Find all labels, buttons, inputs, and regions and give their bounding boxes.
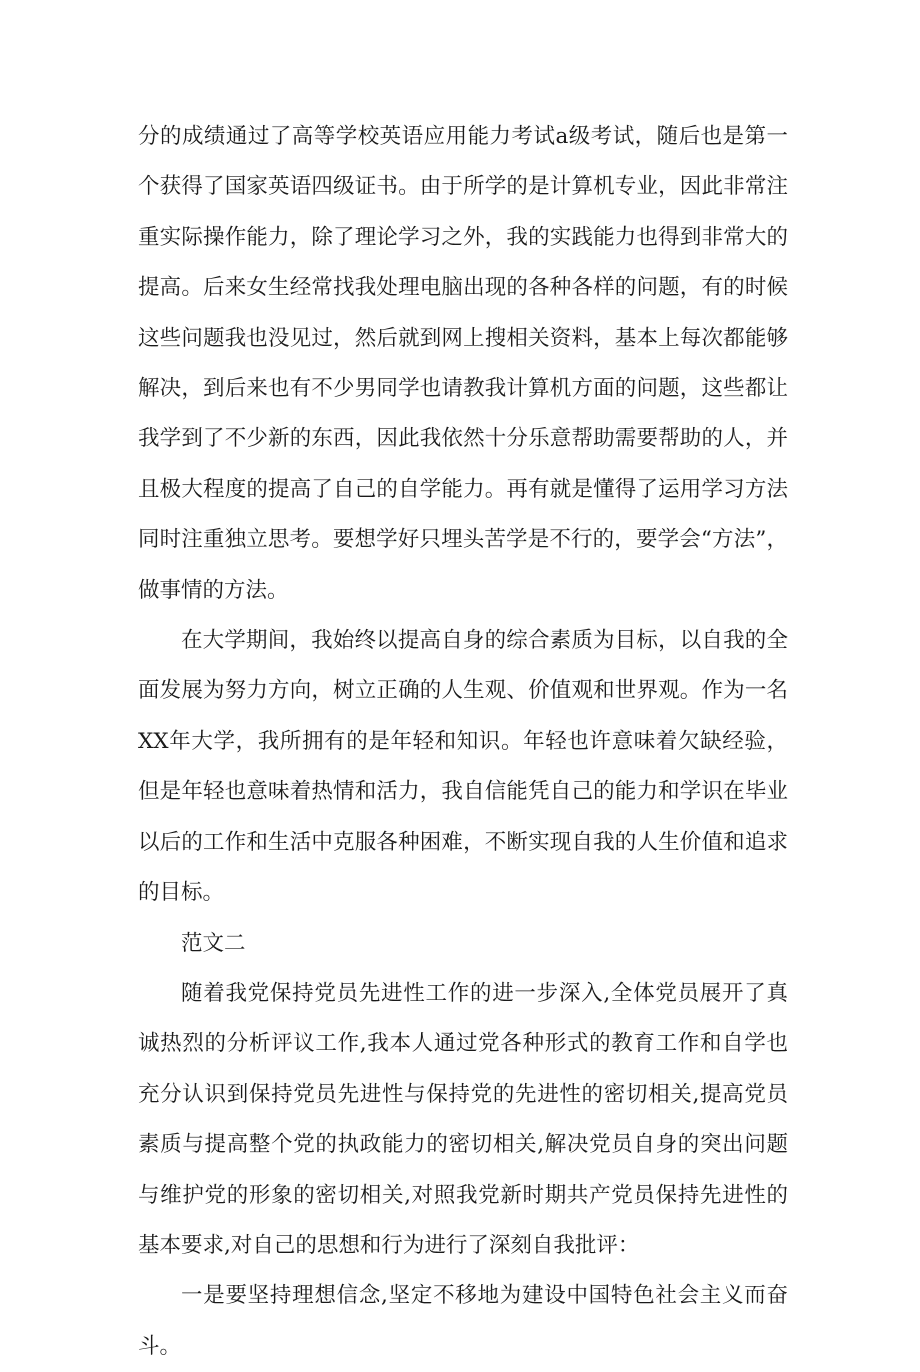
section-heading-sample-two: 范文二 xyxy=(181,930,246,956)
paragraph-english-and-computer-skills: 分的成绩通过了高等学校英语应用能力考试a级考试，随后也是第一个获得了国家英语四级证书。由于所学的是计算机专业，因此非常注重实际操作能力，除了理论学习之外，我的实践能力也得到非常大的提高。后来女生经常找我处理电脑出现的各种各样的问题，有的时候这些问题我也没见过，然后就到网上搜相关资料，基本上每次都能够解决，到后来也有不少男同学也请教我计算机方面的问题，这些都让我学到了不少新的东西，因此我依然十分乐意帮助需要帮助的人，并且极大程度的提高了自己的自学能力。再有就是懂得了运用学习方法同时注重独立思考。要想学好只埋头苦学是不行的，要学会“方法”，做事情的方法。 xyxy=(138,124,788,603)
paragraph-university-goals: 在大学期间，我始终以提高自身的综合素质为目标，以自我的全面发展为努力方向，树立正确的人生观、价值观和世界观。作为一名XX年大学，我所拥有的是年轻和知识。年轻也许意味着欠缺经验，但是年轻也意味着热情和活力，我自信能凭自己的能力和学识在毕业以后的工作和生活中克服各种困难，不断实现自我的人生价值和追求的目标。 xyxy=(138,628,788,906)
paragraph-point-one: 一是要坚持理想信念,坚定不移地为建设中国特色社会主义而奋斗。 xyxy=(138,1283,788,1359)
paragraph-party-member-review: 随着我党保持党员先进性工作的进一步深入,全体党员展开了真诚热烈的分析评议工作,我本人通过党各种形式的教育工作和自学也充分认识到保持党员先进性与保持党的先进性的密切相关,提高党员素质与提高整个党的执政能力的密切相关,解决党员自身的突出问题与维护党的形象的密切相关,对照我党新时期共产党员保持先进性的基本要求,对自己的思想和行为进行了深刻自我批评： xyxy=(138,980,788,1258)
document-body xyxy=(138,112,788,1372)
